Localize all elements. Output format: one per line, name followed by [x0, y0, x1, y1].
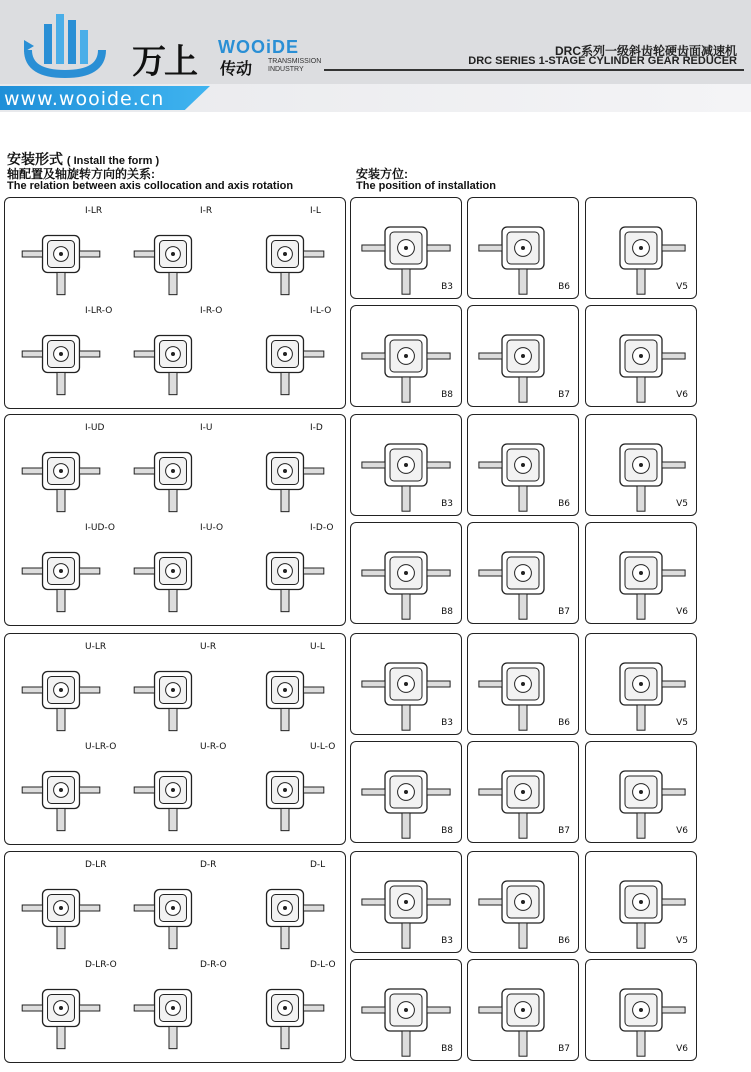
gear-reducer-part [519, 269, 527, 294]
gear-reducer-icon [125, 310, 221, 398]
gear-reducer-part [402, 377, 410, 402]
axis-config-label: U-R-O [200, 742, 227, 752]
gear-reducer-part [639, 790, 643, 794]
gear-reducer-part [404, 571, 408, 575]
gear-reducer-part [427, 899, 450, 905]
gear-reducer-part [57, 589, 65, 611]
gear-reducer-part [362, 899, 385, 905]
axis-config-label: I-L [310, 206, 321, 216]
axis-config-label: I-UD [85, 423, 105, 433]
gear-reducer-part [283, 252, 287, 256]
gear-reducer-part [639, 900, 643, 904]
gear-reducer-part [22, 787, 42, 793]
gear-reducer-part [283, 469, 287, 473]
gear-reducer-part [662, 681, 685, 687]
header-rule [324, 69, 744, 71]
install-heading-cn: 安装形式 [7, 151, 63, 167]
gear-reducer-part [281, 272, 289, 294]
position-code-label: B3 [441, 718, 453, 728]
gear-reducer-part [662, 899, 685, 905]
brand-tagline [268, 58, 321, 74]
gear-reducer-part [362, 570, 385, 576]
gear-reducer-part [521, 571, 525, 575]
gear-reducer-part [169, 808, 177, 830]
installation-position-cell [585, 959, 697, 1061]
gear-reducer-part [57, 272, 65, 294]
gear-reducer-icon [13, 964, 109, 1052]
gear-reducer-part [57, 708, 65, 730]
gear-reducer-icon [125, 746, 221, 834]
gear-reducer-part [662, 245, 685, 251]
gear-reducer-part [169, 272, 177, 294]
gear-reducer-part [404, 900, 408, 904]
gear-reducer-icon [237, 964, 333, 1052]
doc-title-cn: DRC系列一级斜齿轮硬齿面减速机 [555, 44, 737, 58]
gear-reducer-part [637, 486, 645, 511]
position-code-label: B8 [441, 390, 453, 400]
position-heading-en: The position of installation [356, 180, 496, 192]
axis-config-label: I-R-O [200, 306, 223, 316]
gear-reducer-part [303, 351, 323, 357]
axis-config-label: I-D-O [310, 523, 334, 533]
doc-title-en: DRC SERIES 1-STAGE CYLINDER GEAR REDUCER [468, 55, 737, 67]
axis-config-label: I-UD-O [85, 523, 116, 533]
gear-reducer-part [169, 372, 177, 394]
gear-reducer-part [59, 469, 63, 473]
gear-reducer-part [169, 708, 177, 730]
installation-position-cell [467, 414, 579, 516]
gear-reducer-part [171, 352, 175, 356]
gear-reducer-part [427, 681, 450, 687]
gear-reducer-part [402, 269, 410, 294]
gear-reducer-part [134, 251, 154, 257]
gear-reducer-part [519, 813, 527, 838]
gear-reducer-part [22, 568, 42, 574]
gear-reducer-part [519, 594, 527, 619]
installation-position-cell [585, 522, 697, 624]
installation-position-cell [585, 197, 697, 299]
gear-reducer-part [427, 1007, 450, 1013]
gear-reducer-part [427, 570, 450, 576]
axis-config-label: D-R-O [200, 960, 227, 970]
gear-reducer-part [521, 246, 525, 250]
axis-config-label: I-U-O [200, 523, 224, 533]
installation-position-cell [585, 305, 697, 407]
gear-reducer-part [283, 569, 287, 573]
position-code-label: B7 [558, 390, 570, 400]
gear-reducer-part [57, 489, 65, 511]
gear-reducer-part [22, 687, 42, 693]
position-code-label: B3 [441, 499, 453, 509]
gear-reducer-part [639, 246, 643, 250]
gear-reducer-part [402, 486, 410, 511]
axis-config-label: U-LR [85, 642, 107, 652]
axis-config-label: I-U [200, 423, 213, 433]
gear-reducer-part [171, 469, 175, 473]
gear-reducer-icon [13, 864, 109, 952]
gear-reducer-part [283, 1006, 287, 1010]
installation-position-cell [350, 305, 462, 407]
gear-reducer-part [79, 787, 99, 793]
position-code-label: V5 [676, 718, 688, 728]
gear-reducer-part [521, 682, 525, 686]
gear-reducer-icon [237, 427, 333, 515]
axis-config-label: D-L-O [310, 960, 336, 970]
gear-reducer-icon [13, 310, 109, 398]
gear-reducer-part [79, 687, 99, 693]
gear-reducer-part [519, 705, 527, 730]
relation-heading-en: The relation between axis collocation and axis rotation [7, 180, 294, 192]
gear-reducer-part [171, 1006, 175, 1010]
axis-group-panel [4, 414, 346, 626]
gear-reducer-icon [125, 646, 221, 734]
gear-reducer-part [134, 568, 154, 574]
gear-reducer-part [303, 468, 323, 474]
gear-reducer-part [281, 708, 289, 730]
position-code-label: V6 [676, 607, 688, 617]
gear-reducer-part [22, 351, 42, 357]
gear-reducer-icon [125, 964, 221, 1052]
installation-position-cell [467, 197, 579, 299]
gear-reducer-part [362, 789, 385, 795]
gear-reducer-part [427, 789, 450, 795]
position-code-label: B6 [558, 718, 570, 728]
gear-reducer-part [281, 489, 289, 511]
gear-reducer-part [79, 905, 99, 911]
brand-tagline-1: TRANSMISSION [268, 58, 322, 65]
website-link[interactable]: www.wooide.cn [4, 88, 165, 110]
gear-reducer-icon [13, 427, 109, 515]
gear-reducer-part [134, 351, 154, 357]
gear-reducer-part [281, 1026, 289, 1048]
gear-reducer-part [362, 245, 385, 251]
gear-reducer-part [281, 589, 289, 611]
position-code-label: V5 [676, 282, 688, 292]
gear-reducer-part [57, 926, 65, 948]
position-code-label: V5 [676, 936, 688, 946]
gear-reducer-part [362, 353, 385, 359]
gear-reducer-icon [13, 210, 109, 298]
gear-reducer-icon [125, 210, 221, 298]
gear-reducer-part [639, 463, 643, 467]
gear-reducer-part [79, 468, 99, 474]
gear-reducer-part [79, 1005, 99, 1011]
gear-reducer-part [57, 372, 65, 394]
gear-reducer-part [662, 570, 685, 576]
gear-reducer-part [637, 269, 645, 294]
gear-reducer-icon [237, 527, 333, 615]
gear-reducer-part [402, 594, 410, 619]
gear-reducer-part [134, 905, 154, 911]
gear-reducer-part [479, 245, 502, 251]
gear-reducer-part [639, 354, 643, 358]
gear-reducer-part [637, 705, 645, 730]
gear-reducer-part [404, 246, 408, 250]
installation-position-cell [350, 633, 462, 735]
installation-position-cell [350, 197, 462, 299]
position-code-label: B3 [441, 282, 453, 292]
installation-position-cell [467, 741, 579, 843]
gear-reducer-part [662, 1007, 685, 1013]
position-code-label: V5 [676, 499, 688, 509]
axis-config-label: D-LR-O [85, 960, 117, 970]
gear-reducer-part [281, 808, 289, 830]
gear-reducer-part [171, 688, 175, 692]
gear-reducer-part [303, 905, 323, 911]
gear-reducer-part [637, 813, 645, 838]
installation-position-cell [467, 305, 579, 407]
installation-position-cell [467, 522, 579, 624]
gear-reducer-part [283, 352, 287, 356]
installation-position-cell [467, 633, 579, 735]
axis-config-label: I-L-O [310, 306, 332, 316]
gear-reducer-part [169, 1026, 177, 1048]
gear-reducer-part [427, 462, 450, 468]
gear-reducer-part [427, 353, 450, 359]
brand-name-cn-2: 传动 [220, 61, 253, 78]
gear-reducer-part [303, 687, 323, 693]
brand-name-cn: 万上 [132, 42, 196, 82]
gear-reducer-part [22, 251, 42, 257]
gear-reducer-icon [13, 646, 109, 734]
position-code-label: B6 [558, 936, 570, 946]
installation-position-cell [350, 522, 462, 624]
gear-reducer-part [22, 905, 42, 911]
gear-reducer-part [362, 462, 385, 468]
brand-logo-icon [20, 10, 110, 78]
gear-reducer-part [639, 682, 643, 686]
gear-reducer-part [519, 486, 527, 511]
gear-reducer-part [134, 787, 154, 793]
axis-config-label: I-D [310, 423, 323, 433]
installation-position-cell [585, 414, 697, 516]
gear-reducer-part [169, 589, 177, 611]
gear-reducer-icon [237, 646, 333, 734]
gear-reducer-part [639, 1008, 643, 1012]
position-code-label: B3 [441, 936, 453, 946]
axis-group-panel [4, 197, 346, 409]
gear-reducer-icon [13, 527, 109, 615]
gear-reducer-part [59, 252, 63, 256]
axis-config-label: I-R [200, 206, 213, 216]
install-heading-en: ( Install the form ) [66, 155, 160, 167]
axis-config-label: I-LR-O [85, 306, 113, 316]
gear-reducer-part [79, 351, 99, 357]
gear-reducer-part [79, 568, 99, 574]
gear-reducer-part [134, 687, 154, 693]
gear-reducer-part [57, 1026, 65, 1048]
installation-position-cell [467, 851, 579, 953]
gear-reducer-part [169, 926, 177, 948]
gear-reducer-part [171, 788, 175, 792]
gear-reducer-part [519, 1031, 527, 1056]
gear-reducer-part [22, 1005, 42, 1011]
gear-reducer-part [283, 906, 287, 910]
position-code-label: B8 [441, 826, 453, 836]
gear-reducer-part [521, 900, 525, 904]
installation-position-cell [467, 959, 579, 1061]
gear-reducer-part [637, 594, 645, 619]
gear-reducer-part [662, 353, 685, 359]
axis-group-panel [4, 851, 346, 1063]
gear-reducer-part [404, 682, 408, 686]
gear-reducer-part [662, 462, 685, 468]
gear-reducer-part [479, 353, 502, 359]
gear-reducer-part [519, 923, 527, 948]
position-code-label: B7 [558, 826, 570, 836]
axis-config-label: U-LR-O [85, 742, 117, 752]
gear-reducer-part [637, 377, 645, 402]
gear-reducer-icon [125, 864, 221, 952]
gear-reducer-icon [237, 746, 333, 834]
gear-reducer-part [171, 252, 175, 256]
gear-reducer-part [479, 1007, 502, 1013]
installation-position-cell [585, 851, 697, 953]
axis-config-label: D-R [200, 860, 217, 870]
gear-reducer-icon [237, 864, 333, 952]
installation-position-cell [350, 741, 462, 843]
installation-position-cell [350, 851, 462, 953]
axis-config-label: U-L-O [310, 742, 336, 752]
gear-reducer-part [479, 789, 502, 795]
gear-reducer-part [521, 1008, 525, 1012]
position-heading-cn: 安装方位: [356, 167, 408, 181]
gear-reducer-part [59, 906, 63, 910]
axis-config-label: U-L [310, 642, 325, 652]
gear-reducer-part [479, 462, 502, 468]
gear-reducer-part [281, 372, 289, 394]
position-code-label: B8 [441, 607, 453, 617]
gear-reducer-part [404, 354, 408, 358]
brand-name-en: WOOiDE [218, 37, 299, 57]
installation-position-cell [350, 414, 462, 516]
position-code-label: B7 [558, 607, 570, 617]
gear-reducer-part [637, 923, 645, 948]
gear-reducer-part [404, 790, 408, 794]
position-code-label: B6 [558, 499, 570, 509]
position-code-label: B6 [558, 282, 570, 292]
gear-reducer-part [402, 813, 410, 838]
gear-reducer-part [79, 251, 99, 257]
gear-reducer-part [134, 468, 154, 474]
page-header [0, 0, 751, 112]
gear-reducer-part [404, 1008, 408, 1012]
gear-reducer-part [521, 790, 525, 794]
gear-reducer-part [519, 377, 527, 402]
gear-reducer-part [59, 788, 63, 792]
installation-position-cell [585, 741, 697, 843]
gear-reducer-part [427, 245, 450, 251]
position-code-label: V6 [676, 1044, 688, 1054]
axis-config-label: D-LR [85, 860, 107, 870]
gear-reducer-part [639, 571, 643, 575]
gear-reducer-part [479, 570, 502, 576]
gear-reducer-icon [13, 746, 109, 834]
gear-reducer-part [303, 568, 323, 574]
position-code-label: B7 [558, 1044, 570, 1054]
position-code-label: V6 [676, 826, 688, 836]
installation-position-cell [350, 959, 462, 1061]
gear-reducer-part [402, 1031, 410, 1056]
gear-reducer-part [521, 354, 525, 358]
installation-position-cell [585, 633, 697, 735]
gear-reducer-part [169, 489, 177, 511]
gear-reducer-icon [237, 310, 333, 398]
gear-reducer-part [479, 681, 502, 687]
gear-reducer-part [362, 1007, 385, 1013]
gear-reducer-part [402, 705, 410, 730]
gear-reducer-part [22, 468, 42, 474]
brand-tagline-2: INDUSTRY [268, 66, 304, 73]
axis-config-label: I-LR [85, 206, 103, 216]
gear-reducer-part [637, 1031, 645, 1056]
gear-reducer-part [521, 463, 525, 467]
axis-config-label: U-R [200, 642, 217, 652]
gear-reducer-part [303, 1005, 323, 1011]
gear-reducer-part [402, 923, 410, 948]
gear-reducer-part [283, 788, 287, 792]
gear-reducer-part [479, 899, 502, 905]
position-code-label: V6 [676, 390, 688, 400]
gear-reducer-part [281, 926, 289, 948]
gear-reducer-icon [237, 210, 333, 298]
gear-reducer-part [59, 352, 63, 356]
gear-reducer-part [662, 789, 685, 795]
relation-heading-cn: 轴配置及轴旋转方向的关系: [7, 167, 155, 181]
axis-group-panel [4, 633, 346, 845]
axis-config-label: D-L [310, 860, 326, 870]
gear-reducer-part [59, 569, 63, 573]
gear-reducer-part [57, 808, 65, 830]
gear-reducer-part [59, 688, 63, 692]
gear-reducer-part [303, 787, 323, 793]
gear-reducer-icon [125, 427, 221, 515]
gear-reducer-part [303, 251, 323, 257]
gear-reducer-part [59, 1006, 63, 1010]
gear-reducer-part [171, 906, 175, 910]
gear-reducer-part [362, 681, 385, 687]
gear-reducer-icon [125, 527, 221, 615]
gear-reducer-part [171, 569, 175, 573]
gear-reducer-part [283, 688, 287, 692]
gear-reducer-part [134, 1005, 154, 1011]
gear-reducer-part [404, 463, 408, 467]
position-code-label: B8 [441, 1044, 453, 1054]
